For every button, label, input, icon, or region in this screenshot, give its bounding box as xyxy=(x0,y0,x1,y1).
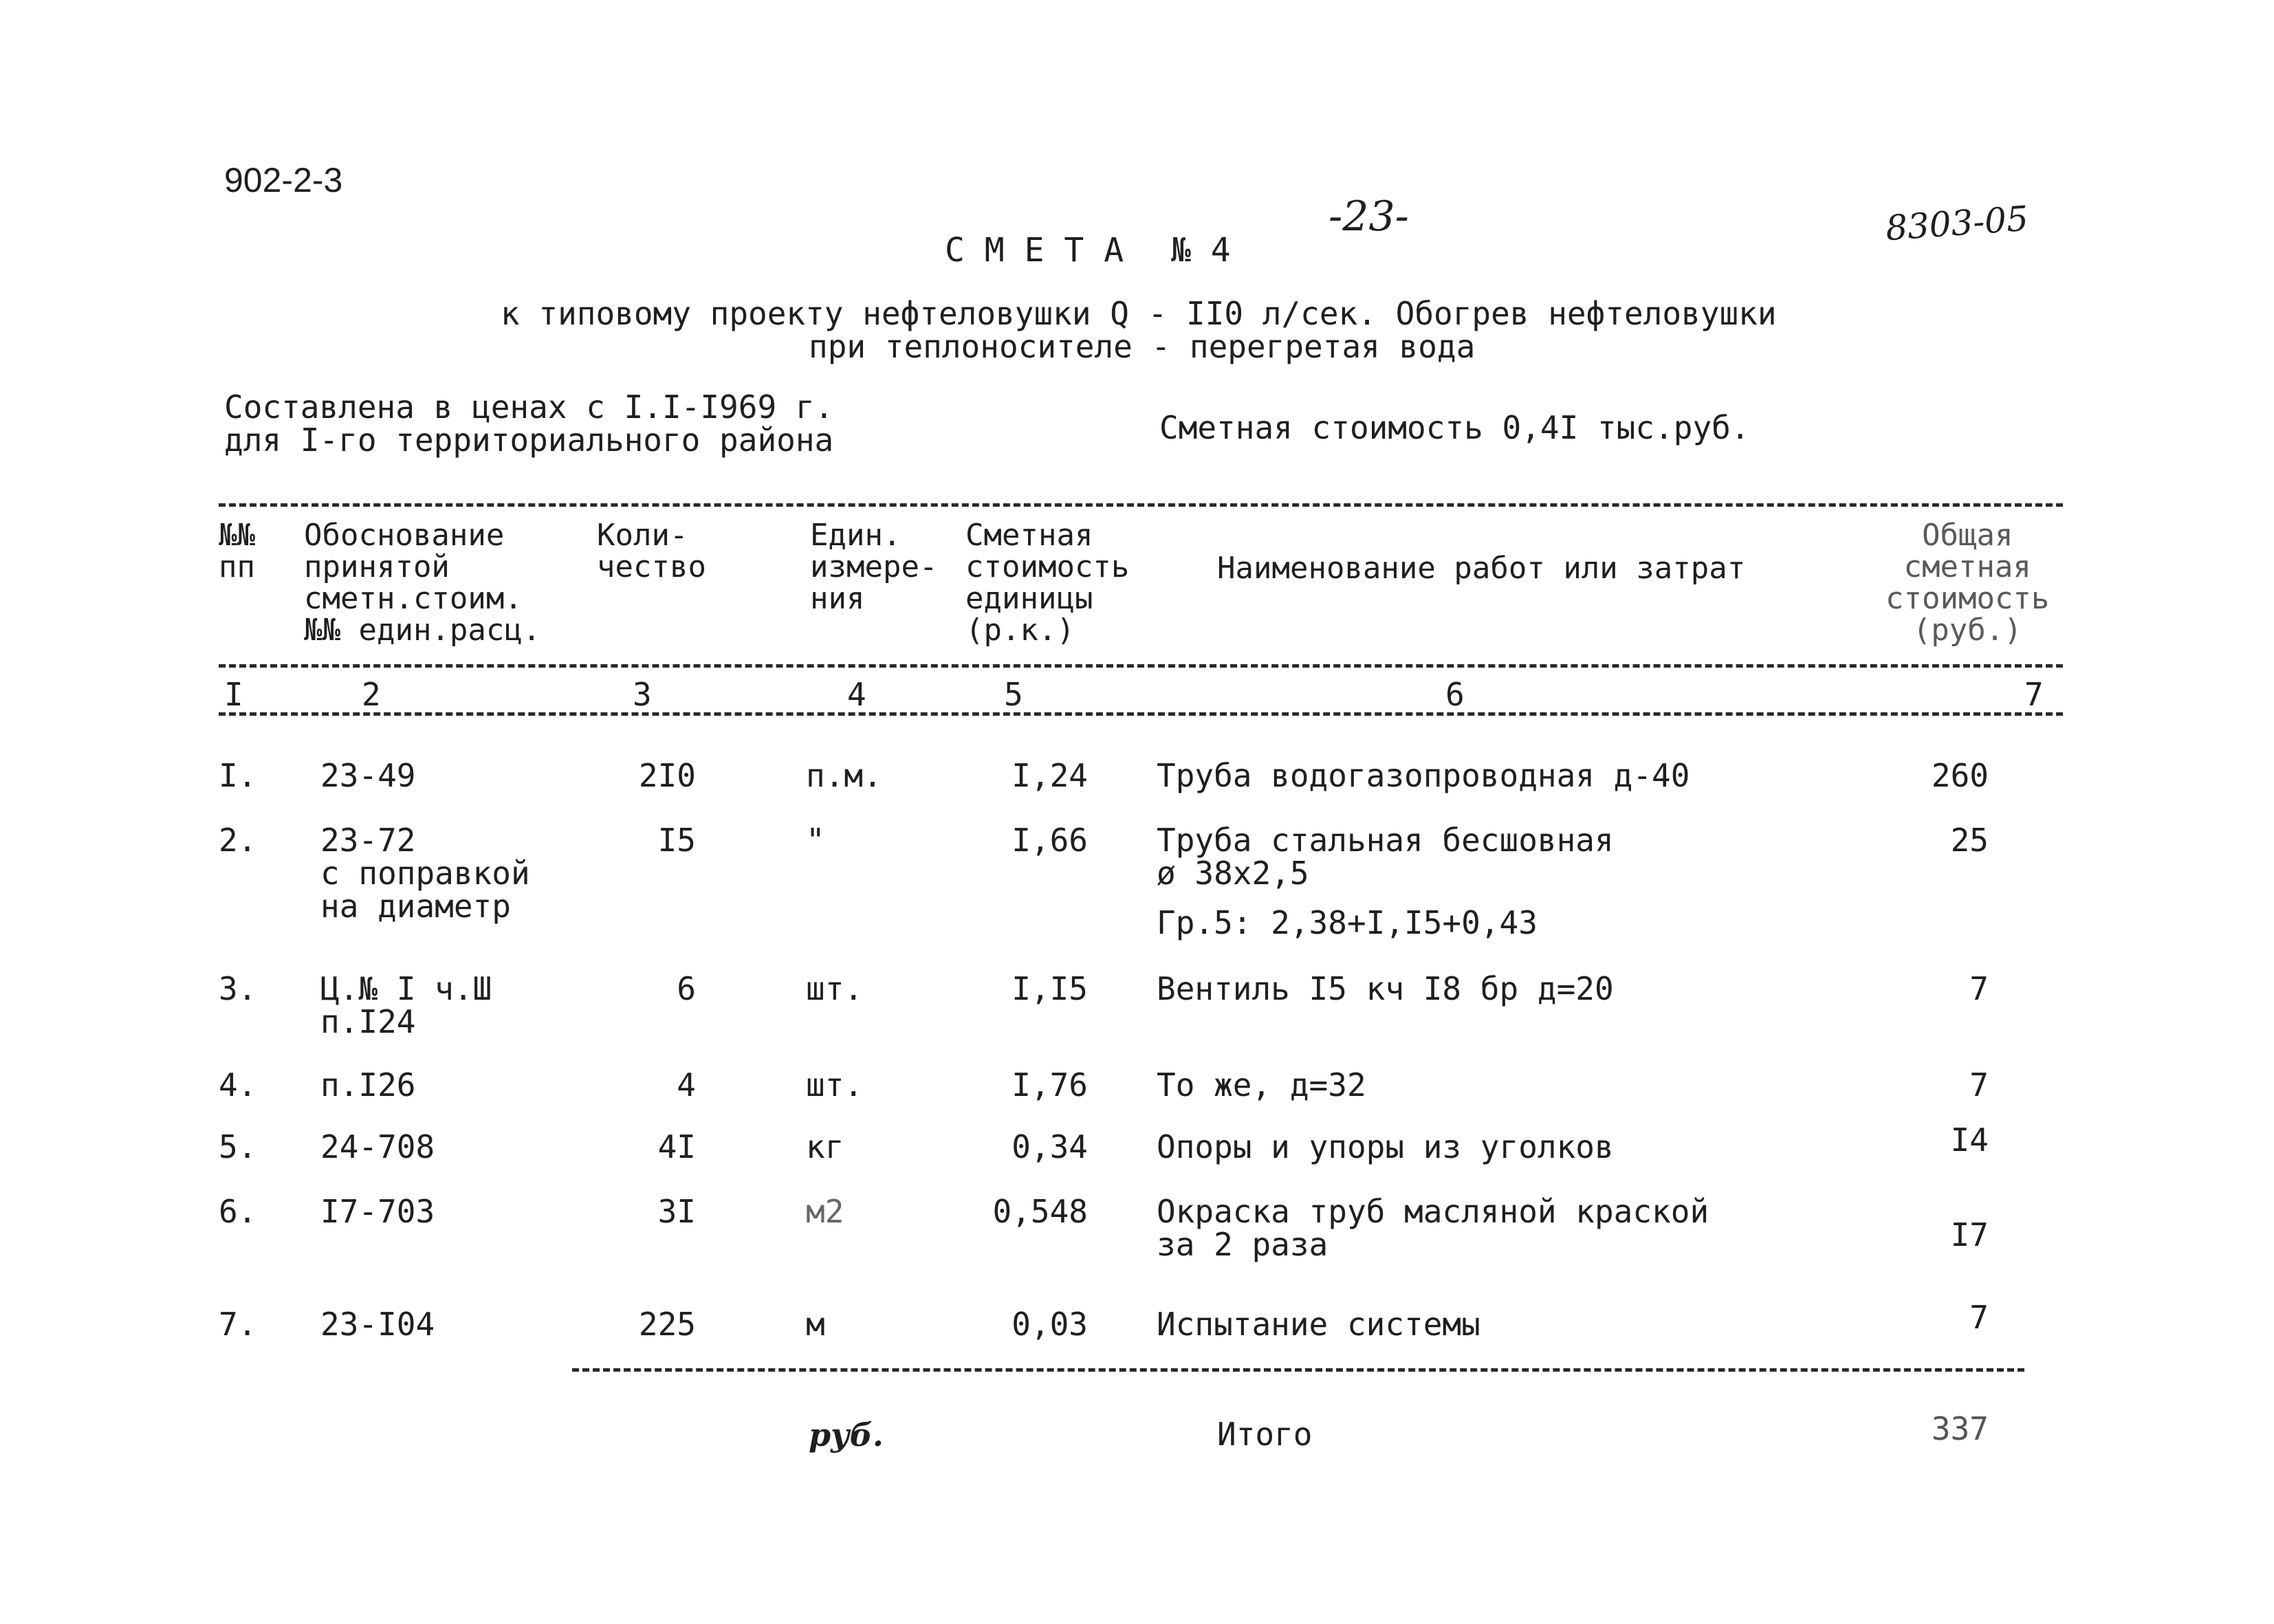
totals-rule xyxy=(572,1368,2024,1372)
row-total: 25 xyxy=(1950,822,1989,859)
row-quantity: 4 xyxy=(677,1066,696,1104)
row-unit: шт. xyxy=(806,970,864,1007)
row-number: 7. xyxy=(219,1306,257,1343)
row-basis: I7-703 xyxy=(320,1193,435,1230)
header-col-2: Обоснование принятой сметн.стоим. №№ един.расц. xyxy=(304,518,541,648)
row-total: 7 xyxy=(1969,970,1989,1007)
row-total: 260 xyxy=(1931,757,1989,794)
subtitle-line-1: к типовому проекту нефтеловушки Q - II0 л/сек. Обогрев нефтеловушки xyxy=(501,295,1777,332)
row-basis-line-2: п.I24 xyxy=(320,1003,416,1040)
subtitle-line-2: при теплоносителе - перегретая вода xyxy=(809,328,1476,365)
total-unit: руб. xyxy=(809,1416,884,1453)
row-unit-price: 0,34 xyxy=(1012,1128,1088,1165)
col-number-5: 5 xyxy=(1004,676,1023,713)
row-total: 7 xyxy=(1969,1299,1989,1336)
row-total: I4 xyxy=(1950,1121,1989,1159)
row-unit: м xyxy=(806,1306,825,1343)
price-basis-line-2: для I-го территориального района xyxy=(224,421,834,459)
header-col-4: Един. измере- ния xyxy=(810,518,938,616)
row-basis: 23-72 xyxy=(320,822,416,859)
header-col-6: Наименование работ или затрат xyxy=(1217,551,1746,586)
row-unit: п.м. xyxy=(806,757,882,794)
row-basis-line-3: на диаметр xyxy=(320,888,511,925)
col-number-1: I xyxy=(224,676,243,713)
row-unit-price: I,66 xyxy=(1012,822,1088,859)
row-unit-price: 0,03 xyxy=(1012,1306,1088,1343)
page-number: -23- xyxy=(1329,193,1409,241)
row-description: Испытание системы xyxy=(1157,1306,1480,1343)
row-unit: " xyxy=(806,822,825,859)
row-unit-price: 0,548 xyxy=(992,1193,1088,1230)
title-number: № 4 xyxy=(1171,231,1231,270)
header-col-7: Общая сметная стоимость (руб.) xyxy=(1885,518,2050,648)
grand-total: 337 xyxy=(1931,1410,1989,1447)
row-description: То же, д=32 xyxy=(1157,1066,1366,1104)
row-number: 5. xyxy=(219,1128,257,1165)
row-number: 2. xyxy=(219,822,257,859)
row-quantity: 4I xyxy=(657,1128,696,1165)
title-word: С М Е Т А xyxy=(945,231,1124,270)
price-basis-line-1: Составлена в ценах с I.I-I969 г. xyxy=(224,388,834,426)
header-col-3: Коли- чество xyxy=(597,518,706,584)
header-top-rule xyxy=(219,503,2063,507)
row-quantity: I5 xyxy=(657,822,696,859)
row-quantity: 2I0 xyxy=(638,757,696,794)
doc-title xyxy=(945,232,1231,268)
row-total: I7 xyxy=(1950,1216,1989,1253)
row-number: 3. xyxy=(219,970,257,1007)
col-number-6: 6 xyxy=(1445,676,1465,713)
row-unit-price: I,24 xyxy=(1012,757,1088,794)
col-number-3: 3 xyxy=(633,676,652,713)
row-basis-line-2: с поправкой xyxy=(320,855,530,892)
row-total: 7 xyxy=(1969,1066,1989,1104)
row-description: Опоры и упоры из уголков xyxy=(1157,1128,1614,1165)
header-bottom-rule xyxy=(219,712,2063,716)
row-basis: 23-49 xyxy=(320,757,416,794)
row-quantity: 3I xyxy=(657,1193,696,1230)
doc-code: 902-2-3 xyxy=(224,161,343,199)
header-col-1: №№ пп xyxy=(219,518,255,584)
header-col-5: Сметная стоимость единицы (р.к.) xyxy=(965,518,1130,648)
row-unit: кг xyxy=(806,1128,844,1165)
row-number: I. xyxy=(219,757,257,794)
row-basis: Ц.№ I ч.Ш xyxy=(320,970,492,1007)
row-description: Вентиль I5 кч I8 бр д=20 xyxy=(1157,970,1614,1007)
col-number-7: 7 xyxy=(2024,676,2044,713)
row-quantity: 225 xyxy=(638,1306,696,1343)
col-number-4: 4 xyxy=(847,676,866,713)
archive-number: 8303-05 xyxy=(1884,198,2030,249)
row-number: 4. xyxy=(219,1066,257,1104)
total-label: Итого xyxy=(1217,1416,1313,1453)
row-basis: 24-708 xyxy=(320,1128,435,1165)
row-unit-price: I,76 xyxy=(1012,1066,1088,1104)
header-mid-rule xyxy=(219,664,2063,668)
row-description: Труба водогазопроводная д-40 xyxy=(1157,757,1690,794)
row-description-line-3: Гр.5: 2,38+I,I5+0,43 xyxy=(1157,904,1538,941)
row-description: Окраска труб масляной краской xyxy=(1157,1193,1709,1230)
row-basis: 23-I04 xyxy=(320,1306,435,1343)
col-number-2: 2 xyxy=(362,676,381,713)
row-unit: шт. xyxy=(806,1066,864,1104)
row-unit: м2 xyxy=(806,1193,844,1230)
estimated-cost: Сметная стоимость 0,4I тыс.руб. xyxy=(1159,409,1750,446)
row-unit-price: I,I5 xyxy=(1012,970,1088,1007)
row-description: Труба стальная бесшовная xyxy=(1157,822,1614,859)
row-basis: п.I26 xyxy=(320,1066,416,1104)
row-number: 6. xyxy=(219,1193,257,1230)
row-description-line-2: за 2 раза xyxy=(1157,1226,1329,1263)
row-description-line-2: ø 38x2,5 xyxy=(1157,855,1309,892)
row-quantity: 6 xyxy=(677,970,696,1007)
